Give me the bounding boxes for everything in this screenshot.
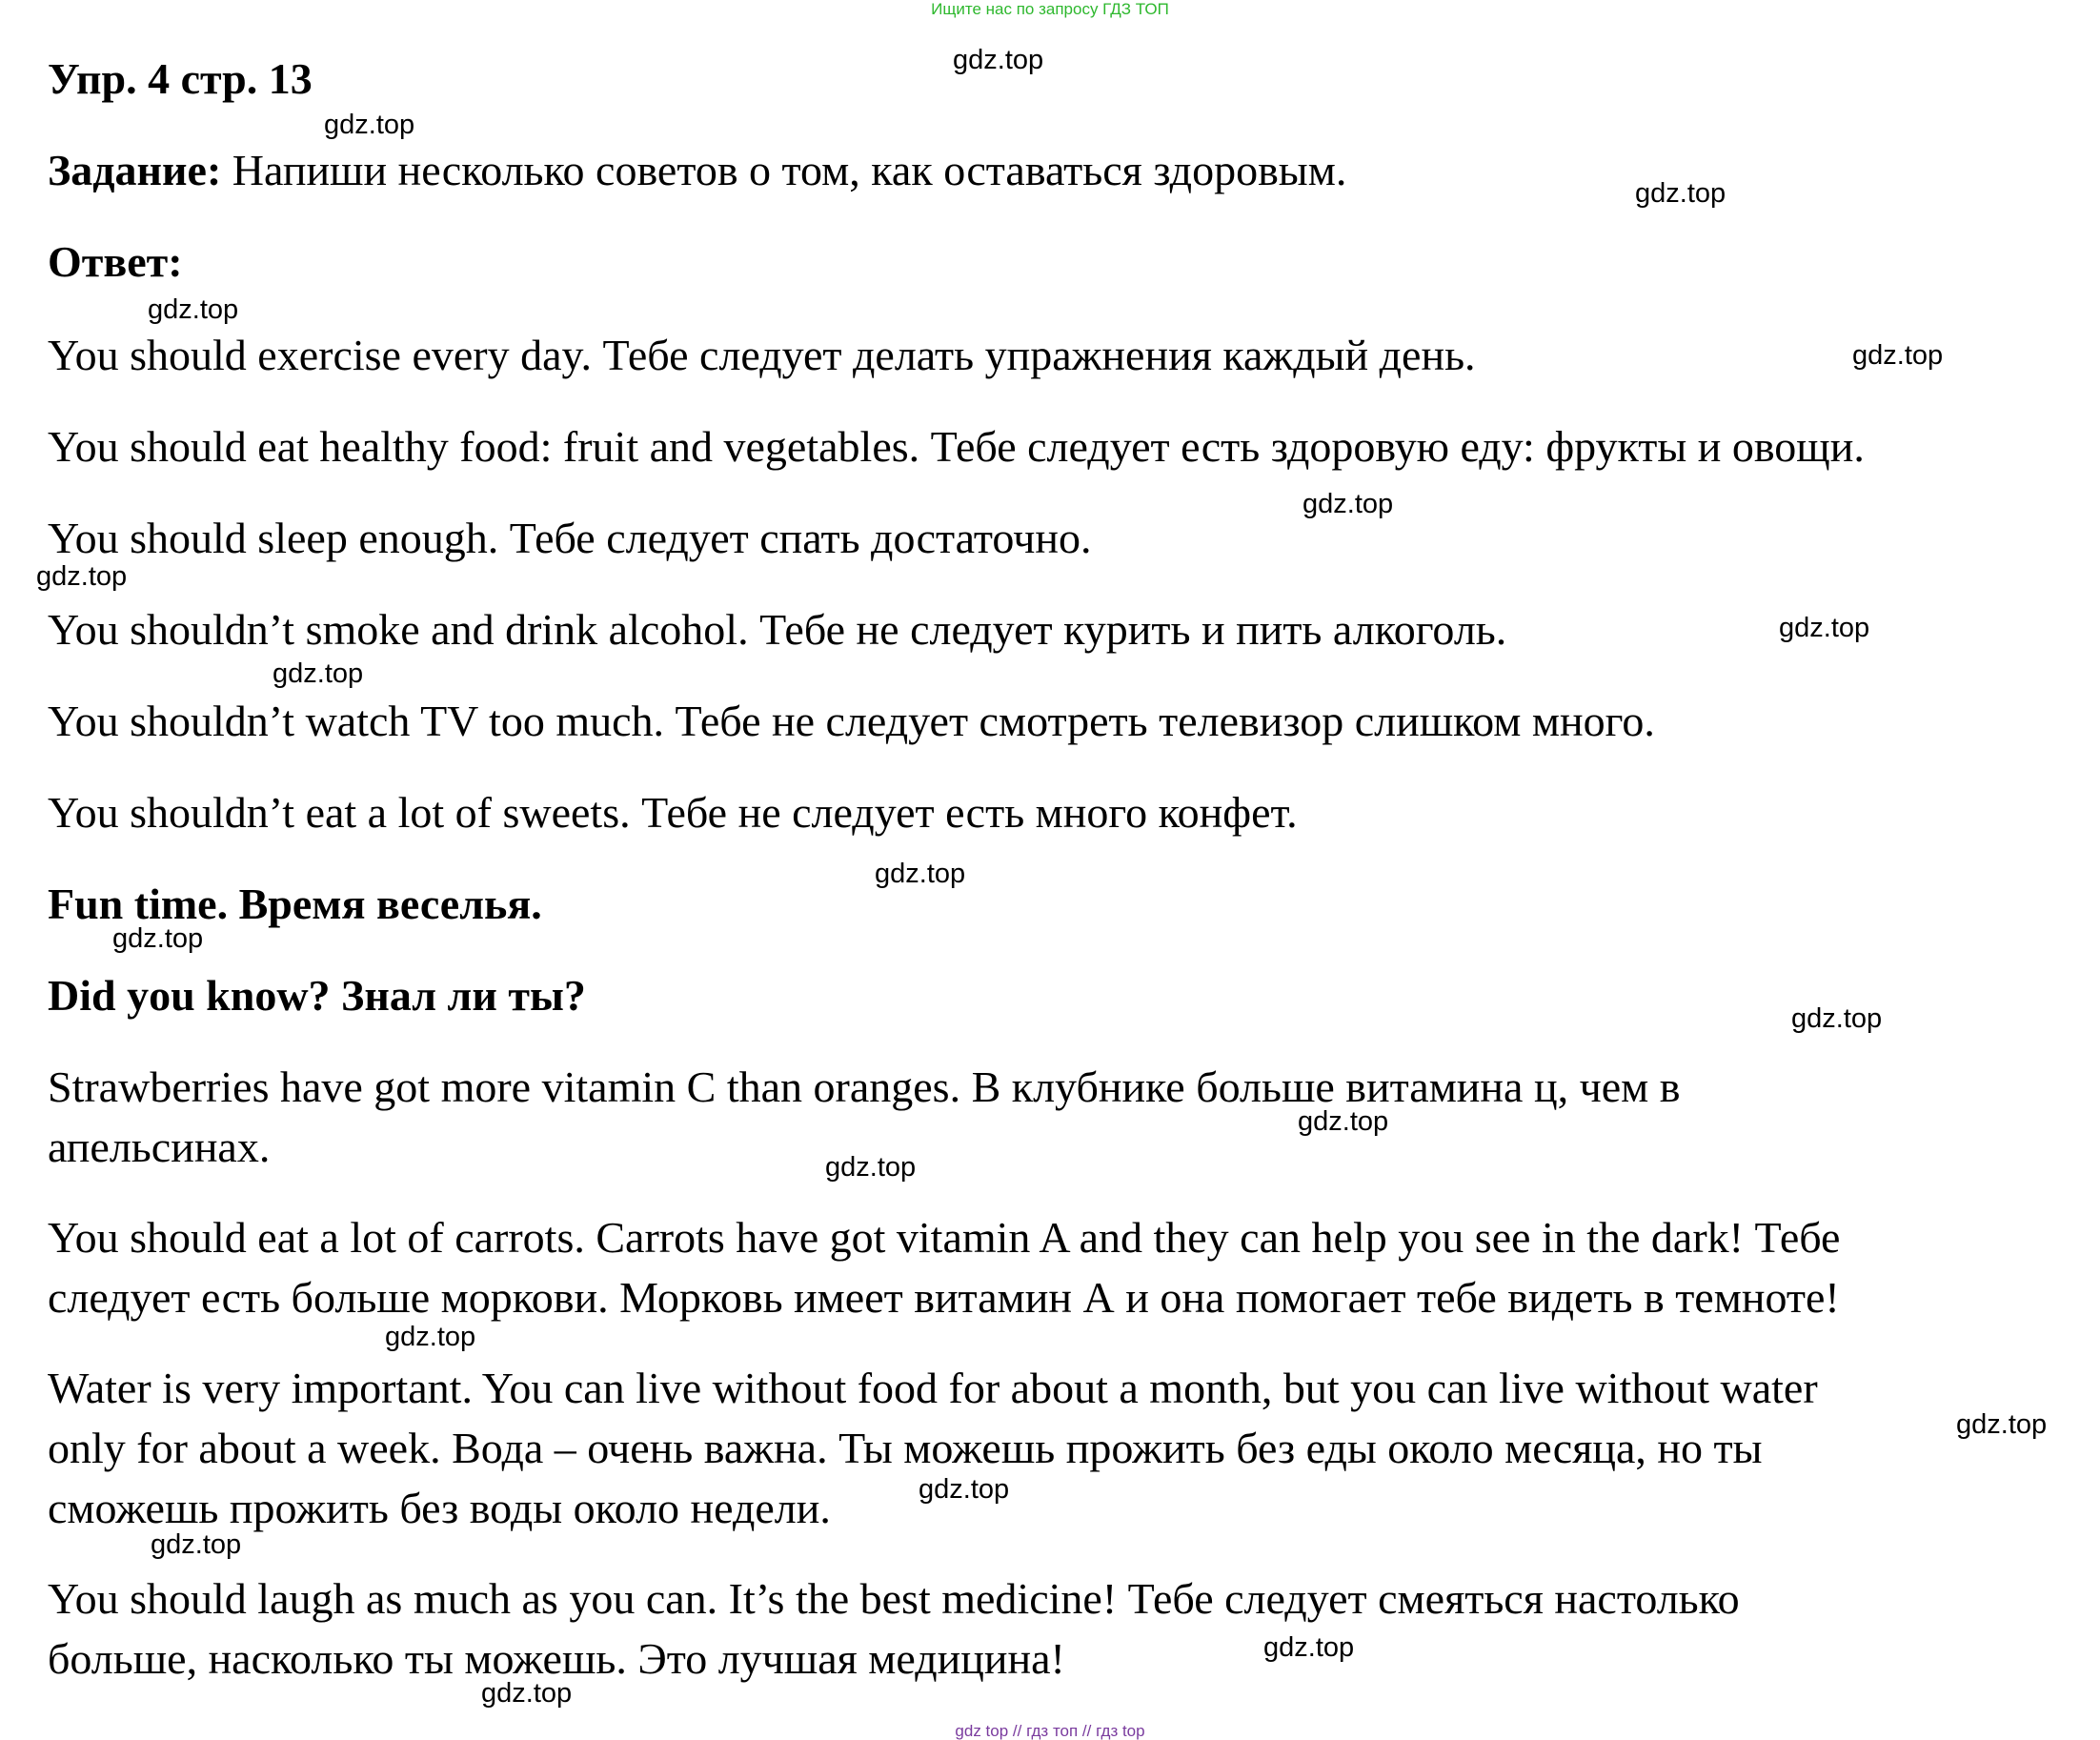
advice-line: You should exercise every day. Тебе следует делать упражнения каждый день. — [48, 331, 1476, 379]
watermark: gdz.top — [1779, 613, 1870, 643]
task-line — [48, 141, 1346, 200]
fun-time-heading: Fun time. Время веселья. — [48, 880, 542, 928]
fact-line: Water is very important. You can live without food for about a month, but you can live without water — [48, 1364, 1818, 1412]
watermark: gdz.top — [919, 1474, 1010, 1505]
task-label: Задание: — [48, 146, 222, 194]
watermark: gdz.top — [1852, 340, 1944, 371]
watermark: gdz.top — [385, 1322, 476, 1352]
watermark: gdz.top — [273, 658, 364, 689]
watermark: gdz.top — [324, 110, 415, 140]
fact-line: You should laugh as much as you can. It’s the best medicine! Тебе следует смеяться настолько — [48, 1574, 1740, 1623]
watermark: gdz.top — [875, 859, 966, 889]
watermark: gdz.top — [1263, 1632, 1355, 1663]
advice-line: You should sleep enough. Тебе следует спать достаточно. — [48, 514, 1092, 562]
watermark: gdz.top — [1956, 1409, 2048, 1440]
advice-line: You shouldn’t smoke and drink alcohol. Тебе не следует курить и пить алкоголь. — [48, 605, 1507, 654]
task-text: Напиши несколько советов о том, как оставаться здоровым. — [221, 146, 1347, 194]
watermark: gdz.top — [1635, 178, 1726, 209]
advice-line: You shouldn’t watch TV too much. Тебе не следует смотреть телевизор слишком много. — [48, 697, 1655, 745]
fact-line: Strawberries have got more vitamin C than oranges. В клубнике больше витамина ц, чем в — [48, 1062, 1681, 1111]
fact-line: следует есть больше моркови. Морковь имеет витамин А и она помогает тебе видеть в темноте! — [48, 1273, 1840, 1322]
fact-line: You should eat a lot of carrots. Carrots have got vitamin A and they can help you see in the dark! Тебе — [48, 1213, 1841, 1262]
watermark: gdz.top — [953, 45, 1044, 75]
watermark: gdz.top — [151, 1529, 242, 1560]
watermark: gdz.top — [148, 294, 239, 325]
fact-line: апельсинах. — [48, 1123, 271, 1171]
search-banner: Ищите нас по запросу ГДЗ ТОП — [931, 0, 1169, 18]
exercise-heading: Упр. 4 стр. 13 — [48, 54, 313, 103]
watermark: gdz.top — [36, 561, 128, 592]
watermark: gdz.top — [1791, 1003, 1883, 1034]
did-you-know-heading: Did you know? Знал ли ты? — [48, 971, 586, 1020]
watermark: gdz.top — [1298, 1106, 1389, 1137]
fact-line: only for about a week. Вода – очень важна. Ты можешь прожить без еды около месяца, но ты — [48, 1424, 1763, 1472]
fact-line: сможешь прожить без воды около недели. — [48, 1484, 831, 1532]
watermark: gdz.top — [825, 1152, 917, 1183]
answer-label: Ответ: — [48, 237, 183, 286]
advice-line: You should eat healthy food: fruit and vegetables. Тебе следует есть здоровую еду: фрукты и овощи. — [48, 422, 1865, 471]
watermark: gdz.top — [1302, 489, 1394, 519]
footer-watermark: gdz top // гдз топ // гдз top — [955, 1722, 1145, 1740]
advice-line: You shouldn’t eat a lot of sweets. Тебе не следует есть много конфет. — [48, 788, 1298, 837]
fact-line: больше, насколько ты можешь. Это лучшая медицина! — [48, 1634, 1065, 1683]
watermark: gdz.top — [481, 1678, 573, 1709]
watermark: gdz.top — [112, 923, 204, 954]
